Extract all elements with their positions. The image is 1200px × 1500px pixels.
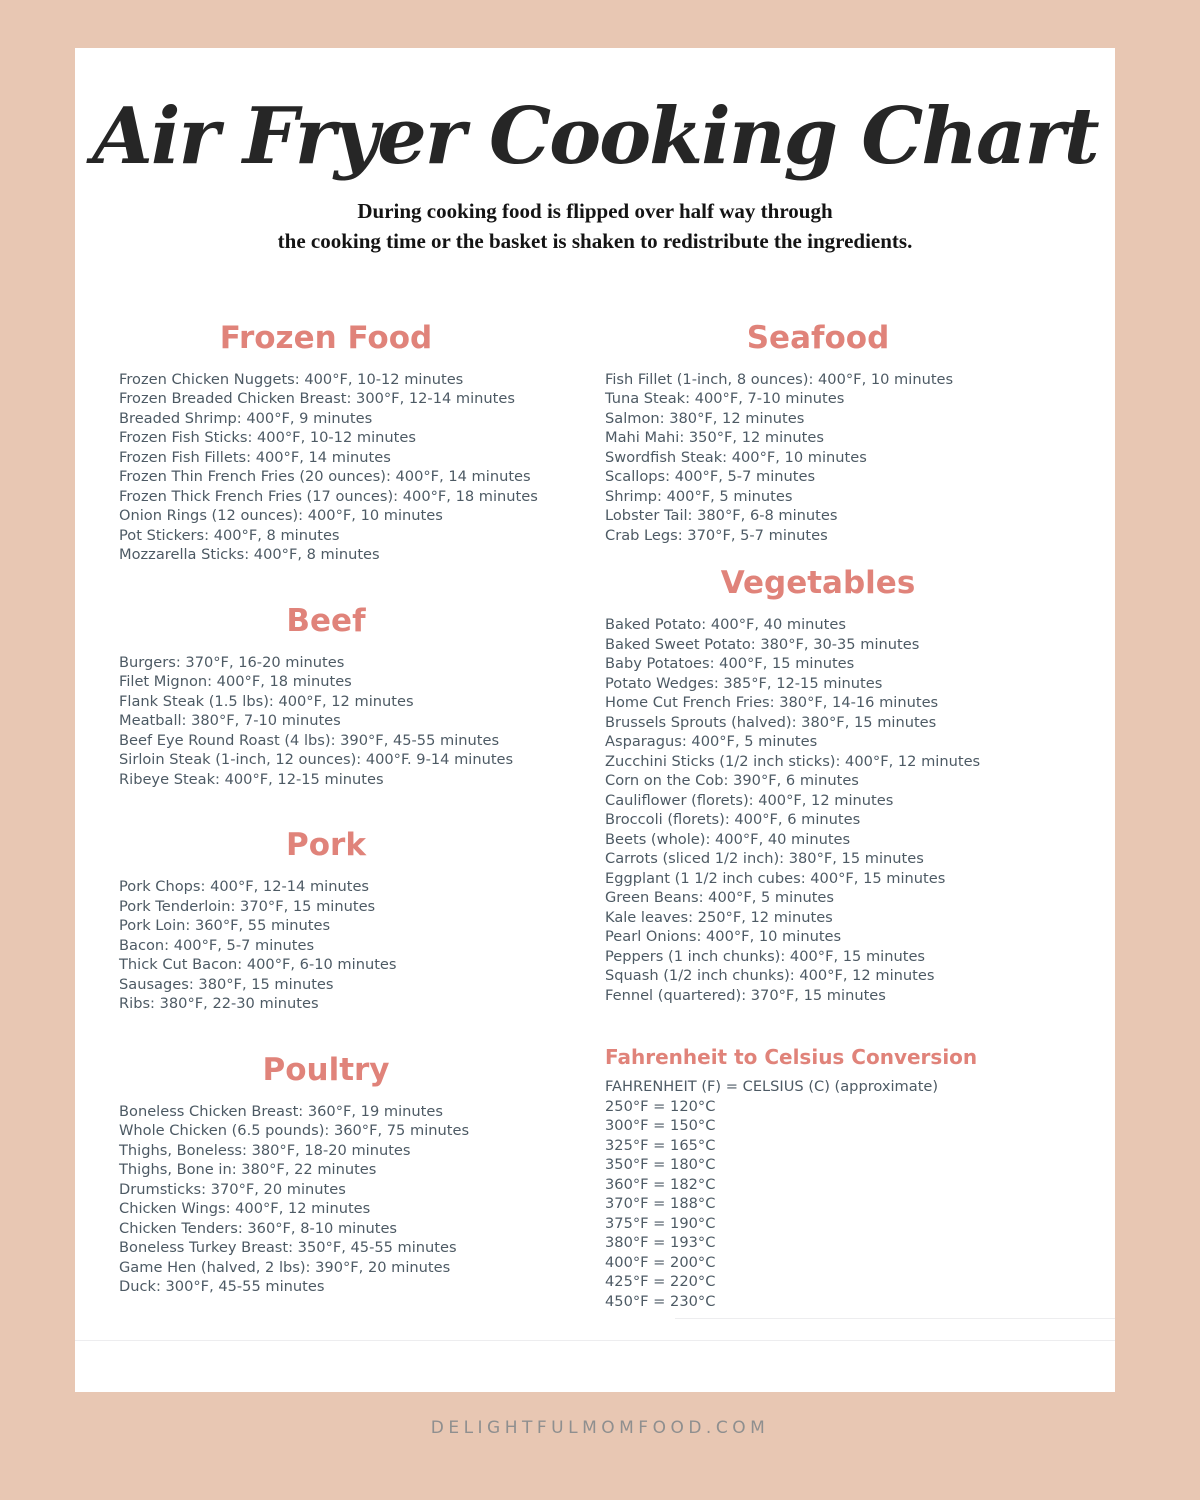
list-item: 400°F = 200°C xyxy=(605,1253,716,1271)
content-columns xyxy=(75,320,1115,1312)
frozen-food-list xyxy=(119,370,573,565)
list-item: Drumsticks: 370°F, 20 minutes xyxy=(119,1180,346,1198)
list-item: Shrimp: 400°F, 5 minutes xyxy=(605,487,793,505)
list-item: Swordfish Steak: 400°F, 10 minutes xyxy=(605,448,867,466)
list-item: Crab Legs: 370°F, 5-7 minutes xyxy=(605,526,828,544)
list-item: Zucchini Sticks (1/2 inch sticks): 400°F, 12 minutes xyxy=(605,752,981,770)
list-item: Pork Tenderloin: 370°F, 15 minutes xyxy=(119,897,376,915)
section-frozen-food xyxy=(119,320,573,565)
list-item: Carrots (sliced 1/2 inch): 380°F, 15 minutes xyxy=(605,850,924,868)
list-item: Chicken Tenders: 360°F, 8-10 minutes xyxy=(119,1219,398,1237)
poultry-list xyxy=(119,1102,573,1297)
list-item: Thighs, Boneless: 380°F, 18-20 minutes xyxy=(119,1141,411,1159)
list-item: Pearl Onions: 400°F, 10 minutes xyxy=(605,928,842,946)
pork-heading: Pork xyxy=(286,827,366,864)
conversion-list xyxy=(605,1097,1071,1312)
list-item: Pork Chops: 400°F, 12-14 minutes xyxy=(119,878,370,896)
right-column xyxy=(595,320,1071,1312)
list-item: Boneless Turkey Breast: 350°F, 45-55 minutes xyxy=(119,1239,457,1257)
list-item: Lobster Tail: 380°F, 6-8 minutes xyxy=(605,507,838,525)
poultry-heading: Poultry xyxy=(262,1051,390,1088)
list-item: Sirloin Steak (1-inch, 12 ounces): 400°F. 9-14 minutes xyxy=(119,751,514,769)
list-item: Broccoli (florets): 400°F, 6 minutes xyxy=(605,811,861,829)
vegetables-list xyxy=(605,615,1071,1005)
list-item: Asparagus: 400°F, 5 minutes xyxy=(605,733,818,751)
list-item: Baked Sweet Potato: 380°F, 30-35 minutes xyxy=(605,635,920,653)
list-item: Breaded Shrimp: 400°F, 9 minutes xyxy=(119,409,373,427)
list-item: Fish Fillet (1-inch, 8 ounces): 400°F, 10 minutes xyxy=(605,370,954,388)
list-item: Duck: 300°F, 45-55 minutes xyxy=(119,1278,325,1296)
list-item: Frozen Fish Fillets: 400°F, 14 minutes xyxy=(119,448,391,466)
list-item: Mozzarella Sticks: 400°F, 8 minutes xyxy=(119,546,380,564)
section-conversion xyxy=(605,1045,1071,1311)
list-item: 425°F = 220°C xyxy=(605,1273,716,1291)
list-item: Thighs, Bone in: 380°F, 22 minutes xyxy=(119,1161,377,1179)
list-item: Onion Rings (12 ounces): 400°F, 10 minutes xyxy=(119,507,443,525)
list-item: Salmon: 380°F, 12 minutes xyxy=(605,409,805,427)
list-item: Filet Mignon: 400°F, 18 minutes xyxy=(119,673,352,691)
section-poultry xyxy=(119,1052,573,1297)
subtitle-line-1: During cooking food is flipped over half way through xyxy=(357,198,833,223)
list-item: Baby Potatoes: 400°F, 15 minutes xyxy=(605,655,855,673)
list-item: Peppers (1 inch chunks): 400°F, 15 minutes xyxy=(605,947,926,965)
list-item: Frozen Thin French Fries (20 ounces): 400°F, 14 minutes xyxy=(119,468,531,486)
list-item: Green Beans: 400°F, 5 minutes xyxy=(605,889,834,907)
section-vegetables xyxy=(605,565,1071,1005)
list-item: 380°F = 193°C xyxy=(605,1234,716,1252)
list-item: Beef Eye Round Roast (4 lbs): 390°F, 45-55 minutes xyxy=(119,731,500,749)
list-item: Flank Steak (1.5 lbs): 400°F, 12 minutes xyxy=(119,692,414,710)
list-item: Meatball: 380°F, 7-10 minutes xyxy=(119,712,341,730)
list-item: 250°F = 120°C xyxy=(605,1097,716,1115)
page-artifact-line-bottom xyxy=(75,1340,1115,1341)
list-item: Kale leaves: 250°F, 12 minutes xyxy=(605,908,833,926)
list-item: 375°F = 190°C xyxy=(605,1214,716,1232)
list-item: Thick Cut Bacon: 400°F, 6-10 minutes xyxy=(119,956,397,974)
vegetables-heading: Vegetables xyxy=(720,565,916,602)
list-item: Eggplant (1 1/2 inch cubes: 400°F, 15 minutes xyxy=(605,869,946,887)
chart-page xyxy=(75,48,1115,1392)
section-pork xyxy=(119,827,573,1014)
list-item: Tuna Steak: 400°F, 7-10 minutes xyxy=(605,390,845,408)
list-item: Ribeye Steak: 400°F, 12-15 minutes xyxy=(119,770,384,788)
subtitle-line-2: the cooking time or the basket is shaken to redistribute the ingredients. xyxy=(277,228,913,253)
section-beef xyxy=(119,603,573,790)
list-item: 350°F = 180°C xyxy=(605,1156,716,1174)
list-item: Beets (whole): 400°F, 40 minutes xyxy=(605,830,851,848)
list-item: 325°F = 165°C xyxy=(605,1136,716,1154)
beef-list xyxy=(119,653,573,790)
seafood-heading: Seafood xyxy=(746,319,890,356)
list-item: Whole Chicken (6.5 pounds): 360°F, 75 minutes xyxy=(119,1122,470,1140)
list-item: Fennel (quartered): 370°F, 15 minutes xyxy=(605,986,886,1004)
list-item: Bacon: 400°F, 5-7 minutes xyxy=(119,936,315,954)
page-title: Air Fryer Cooking Chart xyxy=(92,91,1098,182)
frozen-food-heading: Frozen Food xyxy=(219,319,433,356)
page-subtitle xyxy=(75,196,1115,256)
list-item: 450°F = 230°C xyxy=(605,1292,716,1310)
list-item: Frozen Breaded Chicken Breast: 300°F, 12-14 minutes xyxy=(119,390,515,408)
seafood-list xyxy=(605,370,1071,546)
list-item: Home Cut French Fries: 380°F, 14-16 minutes xyxy=(605,694,939,712)
list-item: Corn on the Cob: 390°F, 6 minutes xyxy=(605,772,859,790)
list-item: Mahi Mahi: 350°F, 12 minutes xyxy=(605,429,824,447)
list-item: 360°F = 182°C xyxy=(605,1175,716,1193)
section-seafood xyxy=(605,320,1071,546)
list-item: Chicken Wings: 400°F, 12 minutes xyxy=(119,1200,371,1218)
list-item: Pot Stickers: 400°F, 8 minutes xyxy=(119,526,340,544)
list-item: Sausages: 380°F, 15 minutes xyxy=(119,975,334,993)
left-column xyxy=(119,320,595,1312)
list-item: Potato Wedges: 385°F, 12-15 minutes xyxy=(605,674,883,692)
list-item: 370°F = 188°C xyxy=(605,1195,716,1213)
list-item: Game Hen (halved, 2 lbs): 390°F, 20 minutes xyxy=(119,1258,451,1276)
pork-list xyxy=(119,877,573,1014)
list-item: Frozen Chicken Nuggets: 400°F, 10-12 minutes xyxy=(119,370,464,388)
beef-heading: Beef xyxy=(286,602,366,639)
conversion-heading: Fahrenheit to Celsius Conversion xyxy=(605,1045,978,1070)
conversion-note: FAHRENHEIT (F) = CELSIUS (C) (approximate) xyxy=(605,1078,939,1096)
footer-site-url: DELIGHTFULMOMFOOD.COM xyxy=(430,1418,770,1438)
list-item: Baked Potato: 400°F, 40 minutes xyxy=(605,616,846,634)
list-item: 300°F = 150°C xyxy=(605,1117,716,1135)
list-item: Scallops: 400°F, 5-7 minutes xyxy=(605,468,816,486)
list-item: Frozen Thick French Fries (17 ounces): 400°F, 18 minutes xyxy=(119,487,538,505)
list-item: Frozen Fish Sticks: 400°F, 10-12 minutes xyxy=(119,429,416,447)
list-item: Squash (1/2 inch chunks): 400°F, 12 minutes xyxy=(605,967,935,985)
list-item: Ribs: 380°F, 22-30 minutes xyxy=(119,995,319,1013)
list-item: Brussels Sprouts (halved): 380°F, 15 minutes xyxy=(605,713,937,731)
list-item: Cauliflower (florets): 400°F, 12 minutes xyxy=(605,791,894,809)
list-item: Burgers: 370°F, 16-20 minutes xyxy=(119,653,345,671)
list-item: Boneless Chicken Breast: 360°F, 19 minutes xyxy=(119,1102,443,1120)
page-artifact-line-top xyxy=(675,1318,1115,1319)
list-item: Pork Loin: 360°F, 55 minutes xyxy=(119,917,331,935)
